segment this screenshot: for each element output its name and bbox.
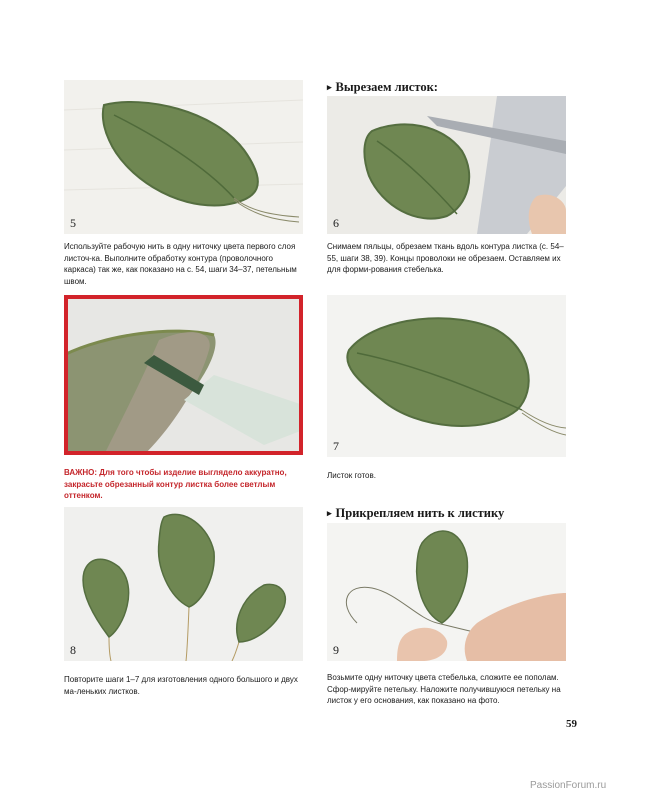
heading-attach-text: Прикрепляем нить к листику bbox=[335, 506, 505, 520]
watermark: PassionForum.ru bbox=[530, 780, 607, 791]
photo-step-8 bbox=[64, 507, 303, 661]
cutting-leaf-with-scissors-image bbox=[327, 96, 566, 234]
finished-leaf-image bbox=[327, 295, 566, 457]
step-number-6: 6 bbox=[333, 216, 339, 230]
heading-attach-thread bbox=[327, 506, 504, 521]
step-number-5: 5 bbox=[70, 216, 76, 230]
photo-step-6 bbox=[327, 96, 566, 234]
caption-step-7: Листок готов. bbox=[327, 471, 376, 480]
arrow-icon: ▸ bbox=[327, 82, 332, 92]
caption-step-9: Возьмите одну ниточку цвета стебелька, сложите ее пополам. Сфор-мируйте петельку. Наложите получившуюся петельку на листок у его основания, как показано на фото. bbox=[327, 673, 561, 705]
heading-cut-text: Вырезаем листок: bbox=[335, 80, 438, 94]
step-number-7: 7 bbox=[333, 439, 339, 453]
caption-step-8: Повторите шаги 1–7 для изготовления одного большого и двух ма-леньких листков. bbox=[64, 675, 298, 696]
three-leaves-image bbox=[64, 507, 303, 661]
photo-step-7 bbox=[327, 295, 566, 457]
caption-step-5: Используйте рабочую нить в одну ниточку цвета первого слоя листоч-ка. Выполните обработку контура (проволочного каркаса) так же, как показано на с. 54, шаги 34–37, петельным швом. bbox=[64, 242, 297, 286]
embroidered-leaf-on-fabric-image bbox=[64, 80, 303, 234]
caption-important bbox=[64, 467, 304, 502]
heading-cut-leaf bbox=[327, 80, 438, 95]
important-red-frame bbox=[64, 295, 303, 455]
page-number: 59 bbox=[566, 718, 577, 730]
photo-step-5 bbox=[64, 80, 303, 234]
step-number-8: 8 bbox=[70, 643, 76, 657]
caption-step-6: Снимаем пяльцы, обрезаем ткань вдоль контура листка (с. 54–55, шаги 38, 39). Концы проволоки не обрезаем. Оставляем их для форми-рования стебелька. bbox=[327, 242, 564, 274]
photo-step-9 bbox=[327, 523, 566, 661]
step-number-9: 9 bbox=[333, 643, 339, 657]
arrow-icon: ▸ bbox=[327, 508, 332, 518]
important-label: ВАЖНО: bbox=[64, 468, 98, 477]
thread-loop-on-leaf-image bbox=[327, 523, 566, 661]
important-text: Для того чтобы изделие выглядело аккуратно, закрасьте обрезанный контур листка более светлым оттенком. bbox=[64, 468, 287, 500]
